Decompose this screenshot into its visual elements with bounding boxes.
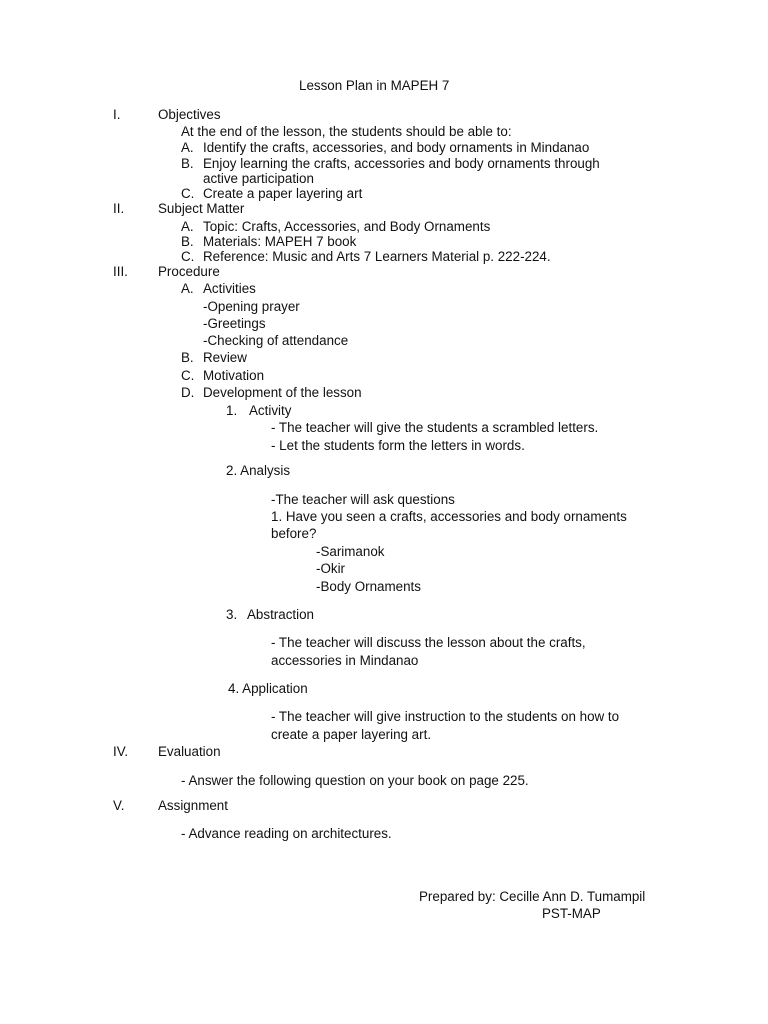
procedure-letter: C.: [181, 368, 195, 383]
section-numeral-objectives: I.: [113, 107, 121, 122]
section-heading-subject-matter: Subject Matter: [158, 201, 245, 216]
step-description-line: before?: [271, 526, 317, 541]
objective-text: Enjoy learning the crafts, accessories and body ornaments through: [203, 156, 600, 171]
development-step-abstraction: Abstraction: [247, 607, 314, 622]
procedure-item-review: Review: [203, 350, 247, 365]
objective-letter: B.: [181, 156, 194, 171]
activity-subitem: -Greetings: [203, 316, 266, 331]
objective-text: Identify the crafts, accessories, and body ornaments in Mindanao: [203, 140, 590, 155]
subject-matter-text: Reference: Music and Arts 7 Learners Material p. 222-224.: [203, 249, 551, 264]
subject-matter-text: Materials: MAPEH 7 book: [203, 234, 357, 249]
section-heading-objectives: Objectives: [158, 107, 221, 122]
procedure-letter: D.: [181, 385, 195, 400]
development-step-activity: Activity: [249, 403, 292, 418]
objectives-intro: At the end of the lesson, the students should be able to:: [181, 124, 512, 139]
development-step-analysis: 2. Analysis: [226, 463, 291, 478]
step-description-line: - Let the students form the letters in words.: [271, 438, 525, 453]
objective-text-continuation: active participation: [203, 171, 314, 186]
step-description-line: - The teacher will give instruction to the students on how to: [271, 709, 620, 724]
analysis-answer: -Okir: [316, 561, 346, 576]
objective-letter: A.: [181, 140, 194, 155]
preparer-position: PST-MAP: [542, 906, 601, 921]
objective-text: Create a paper layering art: [203, 186, 363, 201]
procedure-item-development: Development of the lesson: [203, 385, 362, 400]
evaluation-text: - Answer the following question on your book on page 225.: [181, 773, 529, 788]
activity-subitem: -Checking of attendance: [203, 333, 349, 348]
assignment-text: - Advance reading on architectures.: [181, 826, 392, 841]
section-heading-procedure: Procedure: [158, 264, 220, 279]
subject-matter-text: Topic: Crafts, Accessories, and Body Ornaments: [203, 219, 491, 234]
analysis-answer: -Sarimanok: [316, 544, 385, 559]
activity-subitem: -Opening prayer: [203, 299, 300, 314]
development-step-number: 3.: [226, 607, 238, 622]
section-heading-assignment: Assignment: [158, 798, 228, 813]
objective-letter: C.: [181, 186, 195, 201]
section-numeral-evaluation: IV.: [113, 744, 129, 759]
section-heading-evaluation: Evaluation: [158, 744, 221, 759]
development-step-application: 4. Application: [228, 681, 308, 696]
step-description-line: accessories in Mindanao: [271, 653, 419, 668]
step-description-line: - The teacher will give the students a scrambled letters.: [271, 420, 599, 435]
procedure-item-motivation: Motivation: [203, 368, 265, 383]
step-description-line: - The teacher will discuss the lesson about the crafts,: [271, 635, 586, 650]
analysis-answer: -Body Ornaments: [316, 579, 421, 594]
section-numeral-subject-matter: II.: [113, 201, 125, 216]
development-step-number: 1.: [226, 403, 238, 418]
step-description-line: create a paper layering art.: [271, 727, 432, 742]
document-title: Lesson Plan in MAPEH 7: [299, 78, 450, 93]
subject-matter-letter: B.: [181, 234, 194, 249]
procedure-letter: A.: [181, 281, 194, 296]
procedure-letter: B.: [181, 350, 194, 365]
step-description-line: 1. Have you seen a crafts, accessories and body ornaments: [271, 509, 627, 524]
subject-matter-letter: A.: [181, 219, 194, 234]
section-numeral-procedure: III.: [113, 264, 128, 279]
section-numeral-assignment: V.: [113, 798, 125, 813]
step-description-line: -The teacher will ask questions: [271, 492, 455, 507]
procedure-item-activities: Activities: [203, 281, 256, 296]
subject-matter-letter: C.: [181, 249, 195, 264]
prepared-by: Prepared by: Cecille Ann D. Tumampil: [419, 889, 646, 904]
